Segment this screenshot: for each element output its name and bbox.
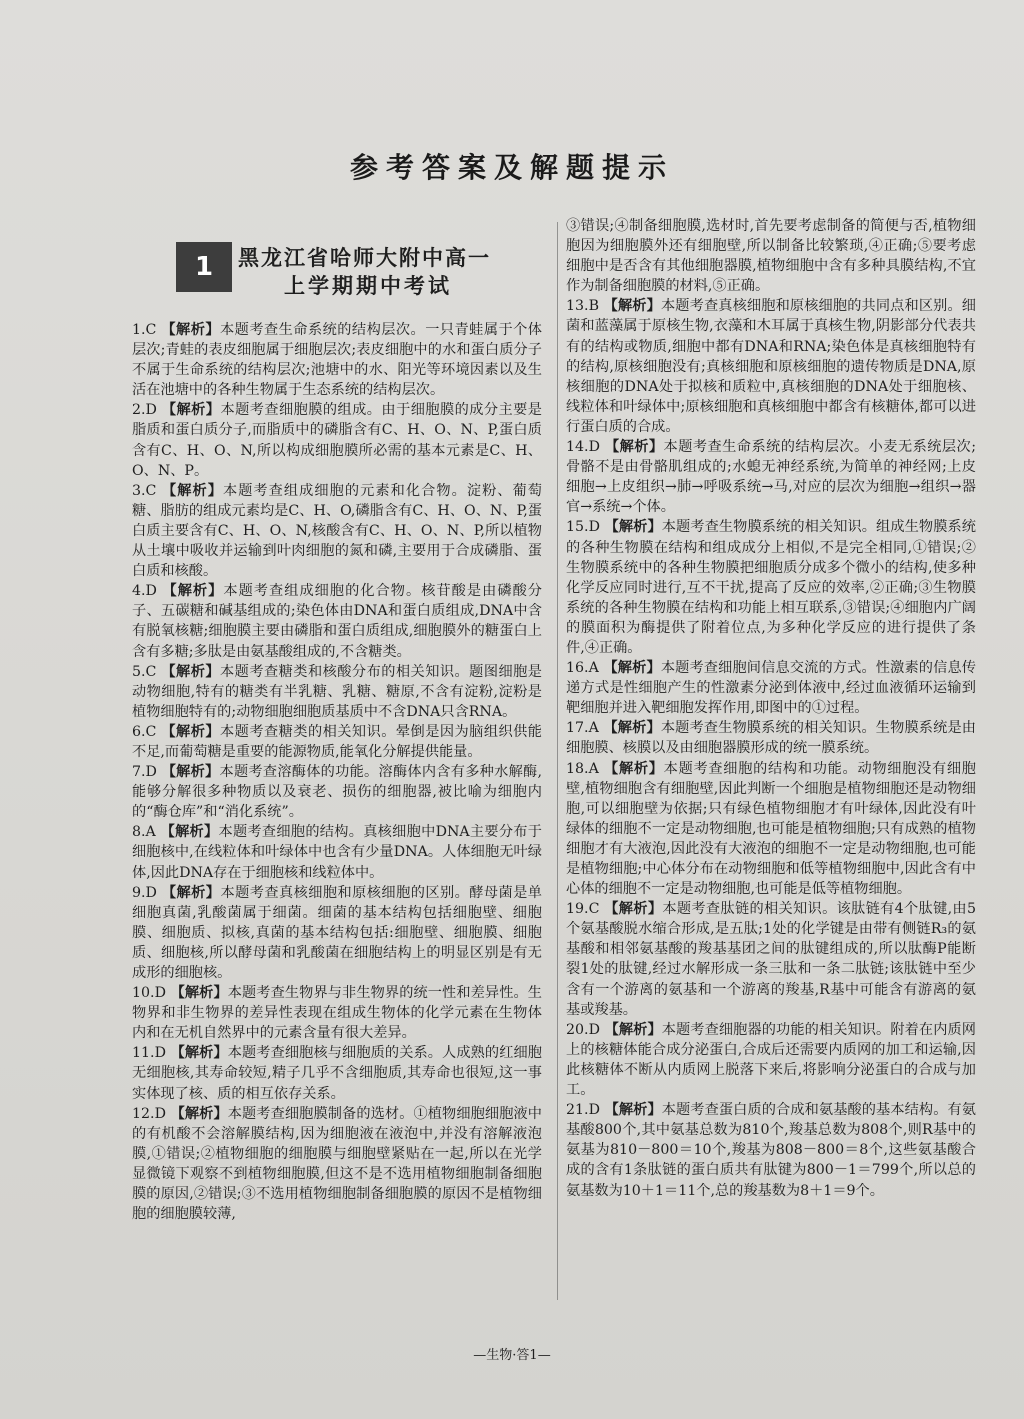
answer-choice: 9.D [132,884,157,901]
analysis-text: 本题考查组成细胞的元素和化合物。淀粉、葡萄糖、脂肪的组成元素均是C、H、O,磷脂含有C、H、O、N、P,蛋白质主要含有C、H、O、N,核酸含有C、H、O、N、P,所以植物从土壤中吸收并运输到叶肉细胞的氮和磷,主要用于合成磷脂、蛋白质和核酸。 [132,482,542,580]
analysis-tag: 【解析】 [161,884,221,901]
answer-choice: 13.B [566,298,599,315]
answer-choice: 10.D [132,985,166,1002]
answer-item [566,296,976,437]
exam-title-line2: 上学期期中考试 [284,274,452,298]
analysis-text: 本题考查真核细胞和原核细胞的共同点和区别。细菌和蓝藻属于原核生物,衣藻和木耳属于真核生物,阴影部分代表共有的结构或物质,细胞中都有DNA和RNA;染色体是真核细胞特有的结构,原核细胞没有;真核细胞和原核细胞的遗传物质是DNA,原核细胞的DNA处于拟核和质粒中,真核细胞的DNA处于细胞核、线粒体和叶绿体中;原核细胞和真核细胞中都含有核糖体,都可以进行蛋白质的合成。 [566,298,976,435]
analysis-tag: 【解析】 [161,764,220,781]
answer-item [132,762,542,822]
answer-item [132,400,542,480]
answer-item [132,822,542,882]
analysis-text: 本题考查生命系统的结构层次。一只青蛙属于个体层次;青蛙的表皮细胞属于细胞层次;表皮细胞中的水和蛋白质分子不属于生命系统的结构层次;池塘中的水、阳光等环境因素以及生活在池塘中的各种生物属于生态系统的结构层次。 [132,322,542,399]
analysis-text: 本题考查糖类和核酸分布的相关知识。题图细胞是动物细胞,特有的糖类有半乳糖、乳糖、糖原,不含有淀粉,淀粉是植物细胞特有的;动物细胞细胞质基质中不含DNA只含RNA。 [132,663,542,720]
analysis-text: 本题考查真核细胞和原核细胞的区别。酵母菌是单细胞真菌,乳酸菌属于细菌。细菌的基本结构包括细胞壁、细胞膜、细胞质、拟核,真菌的基本结构包括:细胞壁、细胞膜、细胞质、细胞核,所以酵母菌和乳酸菌在细胞结构上的明显区别是有无成形的细胞核。 [132,884,542,981]
answer-item [132,983,542,1043]
analysis-text: 本题考查细胞的结构。真核细胞中DNA主要分布于细胞核中,在线粒体和叶绿体中也含有少量DNA。人体细胞无叶绿体,因此DNA存在于细胞核和线粒体中。 [132,824,542,881]
analysis-text: 本题考查蛋白质的合成和氨基酸的基本结构。有氨基酸800个,其中氨基总数为810个,羧基总数为808个,则R基中的氨基为810－800＝10个,羧基为808－800＝8个,这些氨基酸合成的含有1条肽链的蛋白质共有肽键为800－1＝799个,所以总的氨基数为10＋1＝11个,总的羧基数为8＋1＝9个。 [566,1102,976,1199]
analysis-tag: 【解析】 [604,439,664,456]
answer-choice: 8.A [132,824,156,841]
analysis-text: 本题考查细胞间信息交流的方式。性激素的信息传递方式是性细胞产生的性激素分泌到体液中,经过血液循环运输到靶细胞并进入靶细胞发挥作用,即图中的①过程。 [566,660,976,717]
answer-choice: 19.C [566,901,600,918]
analysis-tag: 【解析】 [603,660,661,677]
answer-item [566,1100,976,1200]
answer-item [132,722,542,762]
answer-choice: 7.D [132,764,157,781]
column-divider [557,222,558,1300]
exam-header [176,242,546,298]
page-footer: —生物·答1— [473,1348,551,1363]
analysis-tag: 【解析】 [170,1045,228,1062]
analysis-tag: 【解析】 [604,519,662,536]
answer-continuation: ③错误;④制备细胞膜,选材时,首先要考虑制备的简便与否,植物细胞因为细胞膜外还有细胞壁,所以制备比较繁琐,④正确;⑤要考虑细胞中是否含有其他细胞器膜,植物细胞中含有多种具膜结构,不宜作为制备细胞膜的材料,⑤正确。 [566,218,976,295]
answer-item [566,718,976,758]
page-title: 参考答案及解题提示 [349,151,674,184]
answer-choice: 15.D [566,519,600,536]
answer-item [132,581,542,661]
answer-item [132,883,542,983]
answer-item [566,437,976,517]
answer-item [566,759,976,900]
analysis-text: 本题考查组成细胞的化合物。核苷酸是由磷酸分子、五碳糖和碱基组成的;染色体由DNA和蛋白质组成,DNA中含有脱氧核糖;细胞膜主要由磷脂和蛋白质组成,细胞膜外的糖蛋白上含有多糖;多肽是由氨基酸组成的,不含糖类。 [132,583,542,660]
analysis-text: 本题考查细胞的结构和功能。动物细胞没有细胞壁,植物细胞含有细胞壁,因此判断一个细胞是植物细胞还是动物细胞,可以细胞壁为依据;只有绿色植物细胞才有叶绿体,因此没有叶绿体的细胞不一定是动物细胞,也可能是植物细胞;只有成熟的植物细胞才有大液泡,因此没有大液泡的细胞不一定是动物细胞,也可能是植物细胞;中心体分布在动物细胞和低等植物细胞中,因此含有中心体的细胞不一定是动物细胞,也可能是低等植物细胞。 [566,760,976,898]
answer-item [132,481,542,581]
answer-item [566,658,976,718]
analysis-tag: 【解析】 [603,298,661,315]
analysis-tag: 【解析】 [161,322,221,338]
analysis-tag: 【解析】 [604,1102,662,1119]
analysis-tag: 【解析】 [160,824,219,841]
answer-choice: 3.C [132,482,157,499]
analysis-tag: 【解析】 [162,583,224,600]
answer-item [132,1043,542,1103]
answer-item [132,662,542,722]
answer-choice: 2.D [132,402,157,419]
answer-choice: 17.A [566,720,599,737]
analysis-tag: 【解析】 [161,482,223,499]
answer-choice: 14.D [566,439,600,456]
analysis-text: 本题考查肽链的相关知识。该肽链有4个肽键,由5个氨基酸脱水缩合形成,是五肽;1处的化学键是由带有侧链R₃的氨基酸和相邻氨基酸的羧基基团之间的肽键组成的,所以肽酶P能断裂1处的肽键,经过水解形成一条三肽和一条二肽链;该肽链中至少含有一个游离的氨基和一个游离的羧基,R基中可能含有游离的氨基或羧基。 [566,901,976,1018]
answer-item [566,899,976,1020]
analysis-text: 本题考查细胞膜制备的选材。①植物细胞细胞液中的有机酸不会溶解膜结构,因为细胞液在液泡中,并没有溶解液泡膜,①错误;②植物细胞的细胞膜与细胞壁紧贴在一起,所以在光学显微镜下观察不到植物细胞膜,但这不是不选用植物细胞制备细胞膜的原因,②错误;③不选用植物细胞制备细胞膜的原因不是植物细胞的细胞膜较薄, [132,1105,542,1223]
analysis-tag: 【解析】 [603,720,661,737]
analysis-text: 本题考查细胞核与细胞质的关系。人成熟的红细胞无细胞核,其寿命较短,精子几乎不含细胞质,其寿命也很短,这一事实体现了核、质的相互依存关系。 [132,1045,542,1102]
answer-choice: 11.D [132,1045,166,1062]
answer-choice: 20.D [566,1021,600,1038]
analysis-text: 本题考查细胞器的功能的相关知识。附着在内质网上的核糖体能合成分泌蛋白,合成后还需要内质网的加工和运输,因此核糖体不断从内质网上脱落下来后,将影响分泌蛋白的合成与加工。 [566,1021,976,1099]
answer-item [566,517,976,658]
analysis-tag: 【解析】 [604,901,663,918]
analysis-tag: 【解析】 [161,663,221,680]
left-answer-column [132,320,542,1224]
answer-choice: 1.C [132,322,157,338]
analysis-tag: 【解析】 [604,1021,662,1038]
analysis-text: 本题考查糖类的相关知识。晕倒是因为脑组织供能不足,而葡萄糖是重要的能源物质,能氧化分解提供能量。 [132,723,542,760]
analysis-tag: 【解析】 [604,760,664,777]
analysis-tag: 【解析】 [161,723,221,740]
answer-choice: 21.D [566,1102,600,1119]
analysis-tag: 【解析】 [170,1105,228,1122]
answer-choice: 4.D [132,583,157,600]
analysis-tag: 【解析】 [161,402,221,419]
right-answer-column [566,216,976,1201]
answer-item [132,1104,542,1225]
answer-choice: 6.C [132,723,157,740]
analysis-text: 本题考查生物膜系统的相关知识。生物膜系统是由细胞膜、核膜以及由细胞器膜形成的统一膜系统。 [566,720,976,757]
analysis-tag: 【解析】 [170,985,228,1002]
analysis-text: 本题考查生命系统的结构层次。小麦无系统层次;骨骼不是由骨骼肌组成的;水螅无神经系统,为简单的神经网;上皮细胞→上皮组织→肺→呼吸系统→马,对应的层次为细胞→组织→器官→系统→个体。 [566,439,976,516]
exam-title-line1: 黑龙江省哈师大附中高一 [238,246,491,270]
answer-choice: 12.D [132,1105,166,1122]
analysis-text: 本题考查生物界与非生物界的统一性和差异性。生物界和非生物界的差异性表现在组成生物体的化学元素在生物体内和在无机自然界中的元素含量有很大差异。 [132,985,542,1042]
answer-choice: 16.A [566,660,599,677]
answer-choice: 5.C [132,663,157,680]
exam-number-badge: 1 [176,242,232,292]
answer-item [566,1020,976,1100]
answer-choice: 18.A [566,760,599,777]
analysis-text: 本题考查细胞膜的组成。由于细胞膜的成分主要是脂质和蛋白质分子,而脂质中的磷脂含有C、H、O、N、P,蛋白质含有C、H、O、N,所以构成细胞膜所必需的基本元素是C、H、O、N、P。 [132,402,542,479]
answer-item [132,320,542,400]
analysis-text: 本题考查溶酶体的功能。溶酶体内含有多种水解酶,能够分解很多种物质以及衰老、损伤的细胞器,被比喻为细胞内的“酶仓库”和“消化系统”。 [132,764,542,821]
analysis-text: 本题考查生物膜系统的相关知识。组成生物膜系统的各种生物膜在结构和组成成分上相似,不是完全相同,①错误;②生物膜系统中的各种生物膜把细胞质分成多个微小的结构,使多种化学反应同时进行,互不干扰,提高了反应的效率,②正确;③生物膜系统的各种生物膜在结构和功能上相互联系,③错误;④细胞内广阔的膜面积为酶提供了附着位点,为多种化学反应的进行提供了条件,④正确。 [566,519,976,656]
